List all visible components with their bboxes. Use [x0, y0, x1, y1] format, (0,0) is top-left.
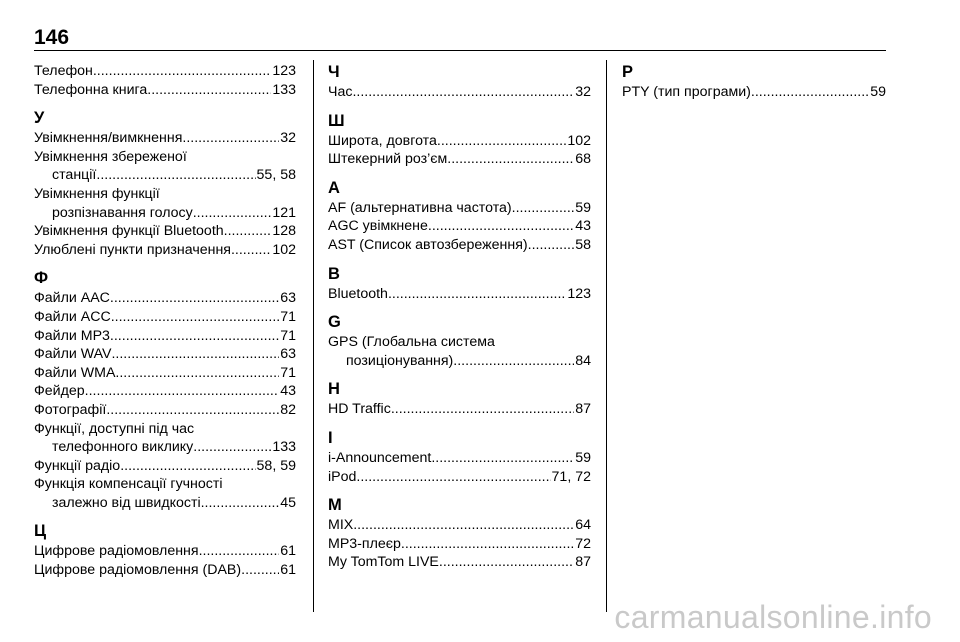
index-entry-label: Фейдер [34, 383, 85, 400]
column-divider-2 [606, 60, 607, 612]
index-entry-label: розпізнавання голосу [52, 204, 193, 221]
index-entry [34, 204, 296, 223]
index-entry-page: 64 [575, 517, 591, 534]
index-entry-page: 59 [575, 449, 591, 466]
index-entry-page: 72 [575, 535, 591, 552]
index-entry-page: 32 [575, 84, 591, 100]
index-entry-page: 61 [280, 543, 296, 560]
header-rule [34, 50, 886, 51]
index-entry-label: Улюблені пункти призначення. [34, 241, 235, 258]
index-entry-page: 71, 72 [551, 468, 591, 485]
leader-dots [391, 400, 574, 419]
index-section [328, 379, 591, 419]
leader-dots [401, 535, 574, 554]
index-section [328, 312, 591, 370]
section-letter: Ч [328, 63, 340, 81]
index-entry [34, 222, 296, 241]
section-letter: A [328, 178, 340, 197]
index-column-1 [34, 62, 296, 589]
index-entry [34, 289, 296, 308]
index-entry-page: 87 [575, 554, 591, 571]
index-entry-label: Файли AAC [34, 290, 110, 307]
index-section [34, 521, 296, 579]
index-section [34, 62, 296, 99]
leader-dots [199, 542, 280, 561]
index-entry [328, 400, 591, 419]
index-entry [328, 449, 591, 468]
index-entry-page: 71 [280, 308, 296, 325]
index-entry-label: Час [328, 84, 353, 100]
leader-dots [352, 83, 574, 102]
index-entry-label: MP3-плеєр [328, 535, 401, 552]
leader-dots [388, 285, 566, 304]
index-entry-heading: GPS (Глобальна система [328, 334, 495, 351]
index-entry [34, 382, 296, 401]
index-entry [328, 150, 591, 169]
leader-dots [353, 516, 574, 535]
index-entry-label: PTY (тип програми) [622, 84, 751, 100]
index-entry-heading: Функція компенсації гучності [34, 476, 223, 493]
index-entry-label: My TomTom LIVE [328, 554, 439, 571]
leader-dots [439, 553, 574, 572]
index-entry-page: 45 [280, 494, 296, 511]
index-entry-label: Телефонна книга [34, 81, 148, 98]
index-entry [34, 166, 296, 185]
index-entry [328, 217, 591, 236]
section-letter: Ф [34, 269, 49, 288]
index-section [328, 111, 591, 169]
index-entry-label: Функції радіо [34, 457, 121, 474]
leader-dots [111, 345, 279, 364]
index-column-3 [622, 62, 886, 111]
leader-dots [193, 204, 272, 223]
index-entry [328, 236, 591, 255]
index-entry-page: 123 [567, 285, 591, 302]
index-entry-label: Цифрове радіомовлення [34, 543, 199, 560]
leader-dots [147, 81, 271, 100]
index-entry-label: AGC увімкнене [328, 218, 428, 235]
index-entry [622, 83, 886, 102]
index-entry-page: 55, 58 [256, 167, 296, 184]
section-letter: У [34, 109, 45, 128]
index-column-2 [328, 62, 591, 581]
page-number: 146 [34, 26, 70, 49]
leader-dots [115, 364, 279, 383]
leader-dots [120, 457, 255, 476]
leader-dots [453, 352, 574, 371]
leader-dots [512, 199, 575, 218]
index-entry-page: 63 [280, 346, 296, 363]
index-section [328, 178, 591, 255]
index-entry [34, 327, 296, 346]
leader-dots [193, 438, 271, 457]
index-entry-page: 58, 59 [256, 457, 296, 474]
index-entry-label: Bluetooth [328, 285, 388, 302]
index-entry-page: 121 [272, 204, 296, 221]
index-entry-page: 71 [280, 327, 296, 344]
index-entry [328, 468, 591, 487]
index-entry [34, 438, 296, 457]
index-entry [328, 352, 591, 371]
section-letter: M [328, 496, 342, 515]
leader-dots [110, 289, 279, 308]
index-entry-page: 84 [575, 352, 591, 369]
index-entry [34, 345, 296, 364]
index-entry-page: 32 [280, 130, 296, 147]
index-entry-heading: Увімкнення збереженої [34, 148, 187, 165]
index-section [34, 108, 296, 259]
index-entry-page: 102 [272, 241, 296, 258]
index-entry-page: 43 [575, 218, 591, 235]
index-entry-label: Цифрове радіомовлення (DAB). [34, 562, 246, 579]
watermark: carmanualsonline.info [614, 599, 932, 635]
section-letter: I [328, 428, 333, 447]
leader-dots [431, 449, 574, 468]
index-entry-label: Файли WMA [34, 364, 116, 381]
section-letter: P [622, 63, 634, 81]
section-letter: H [328, 380, 340, 399]
index-entry-label: MIX [328, 517, 354, 534]
index-entry-label: iPod [328, 468, 357, 485]
index-entry-page: 123 [272, 63, 296, 79]
index-entry-label: Штекерний роз’єм [328, 151, 448, 168]
leader-dots [428, 217, 574, 236]
index-entry [34, 561, 296, 580]
index-entry-page: 61 [280, 562, 296, 579]
index-entry-page: 68 [575, 151, 591, 168]
index-entry-label: HD Traffic [328, 401, 391, 418]
index-entry-page: 71 [280, 364, 296, 381]
leader-dots [182, 129, 279, 148]
index-entry-label: Файли MP3 [34, 327, 110, 344]
index-section [34, 268, 296, 512]
section-letter: B [328, 264, 340, 283]
index-entry-page: 133 [272, 439, 296, 456]
index-entry-label: позиціонування) [346, 352, 454, 369]
leader-dots [235, 241, 271, 260]
leader-dots [528, 236, 575, 255]
index-section [328, 264, 591, 304]
index-entry-label: Файли WAV [34, 346, 112, 363]
section-letter: Ш [328, 111, 345, 130]
leader-dots [111, 308, 280, 327]
index-entry-label: телефонного виклику [52, 439, 194, 456]
index-entry-page: 58 [575, 236, 591, 253]
leader-dots [93, 62, 271, 81]
index-entry-label: залежно від швидкості [52, 494, 201, 511]
leader-dots [356, 468, 550, 487]
index-entry [34, 542, 296, 561]
index-entry-label: Увімкнення/вимкнення [34, 130, 183, 147]
section-letter: Ц [34, 522, 47, 541]
index-entry-page: 43 [280, 383, 296, 400]
index-entry [328, 285, 591, 304]
index-entry-label: AST (Список автозбереження) [328, 236, 528, 253]
index-entry-page: 128 [272, 223, 296, 240]
index-entry-label: Увімкнення функції Bluetooth [34, 223, 224, 240]
leader-dots [85, 382, 280, 401]
index-entry-label: Фотографії [34, 401, 107, 418]
leader-dots [245, 561, 279, 580]
leader-dots [201, 494, 280, 513]
index-entry [328, 516, 591, 535]
index-entry [34, 62, 296, 81]
index-entry-page: 59 [870, 84, 886, 100]
index-entry-page: 87 [575, 401, 591, 418]
leader-dots [437, 132, 566, 151]
index-entry [328, 199, 591, 218]
index-entry [34, 457, 296, 476]
leader-dots [110, 327, 279, 346]
index-entry-label: станції [52, 167, 97, 184]
index-entry-page: 82 [280, 401, 296, 418]
index-entry-label: Широта, довгота [328, 132, 437, 149]
leader-dots [447, 150, 574, 169]
index-entry [328, 535, 591, 554]
index-entry-label: AF (альтернативна частота) [328, 199, 512, 216]
index-entry-label: i-Announcement [328, 449, 432, 466]
index-entry-page: 133 [272, 81, 296, 98]
leader-dots [224, 222, 272, 241]
index-entry-page: 63 [280, 290, 296, 307]
index-entry [34, 129, 296, 148]
index-entry [328, 83, 591, 102]
index-entry [34, 81, 296, 100]
index-entry [34, 241, 296, 260]
index-entry [328, 553, 591, 572]
section-letter: G [328, 313, 341, 332]
index-section [622, 62, 886, 102]
column-divider-1 [313, 60, 314, 612]
index-section [328, 62, 591, 102]
index-entry [328, 132, 591, 151]
index-entry [34, 308, 296, 327]
index-entry [34, 401, 296, 420]
leader-dots [106, 401, 279, 420]
index-entry-page: 59 [575, 199, 591, 216]
index-entry-page: 102 [567, 132, 591, 149]
index-section [328, 428, 591, 486]
index-section [328, 495, 591, 572]
leader-dots [751, 83, 869, 102]
index-entry-label: Файли ACC [34, 308, 111, 325]
leader-dots [96, 166, 255, 185]
index-entry-heading: Функції, доступні під час [34, 420, 195, 437]
index-entry [34, 494, 296, 513]
index-entry [34, 364, 296, 383]
index-entry-heading: Увімкнення функції [34, 185, 160, 202]
index-entry-label: Телефон [34, 63, 93, 79]
